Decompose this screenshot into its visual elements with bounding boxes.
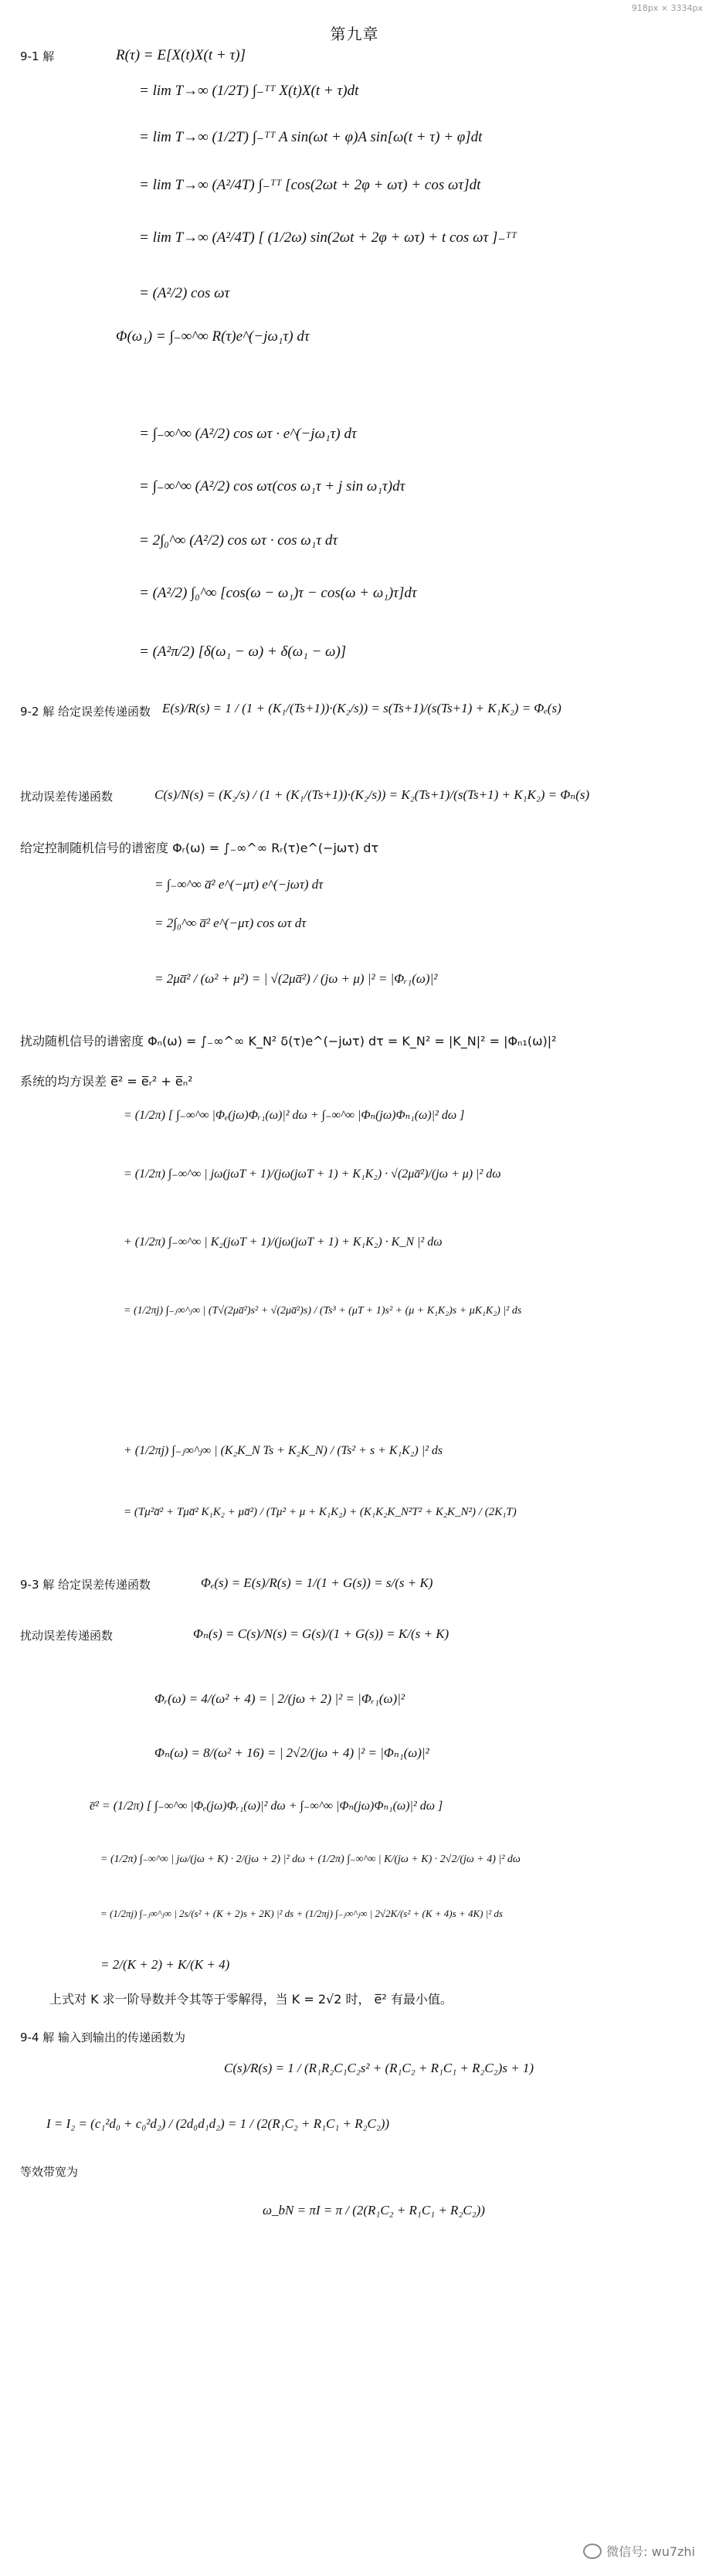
eq-9-4-line-1: I = I₂ = (c₁²d₀ + c₀²d₂) / (2d₀d₁d₂) = 1 / (2(R₁C₂ + R₁C₁ + R₂C₂)) bbox=[46, 2116, 390, 2131]
eq-9-3-line-5: e̅² = (1/2π) [ ∫₋∞^∞ |Φₑ(jω)Φᵣ₁(ω)|² dω + ∫₋∞^∞ |Φₙ(jω)Φₙ₁(ω)|² dω ] bbox=[90, 1799, 443, 1813]
eq-9-2-line-4: = ∫₋∞^∞ a̅² e^(−μτ) e^(−jωτ) dτ bbox=[154, 877, 324, 892]
wechat-watermark bbox=[583, 2542, 695, 2560]
eq-9-2-line-2: C(s)/N(s) = (K₂/s) / (1 + (K₁/(Ts+1))·(K₂/s)) = K₂(Ts+1)/(s(Ts+1) + K₁K₂) = Φₙ(s) bbox=[154, 787, 590, 802]
eq-9-3-line-9-text: 上式对 K 求一阶导数并令其等于零解得，当 K = 2√2 时， e̅² 有最小值。 bbox=[49, 1992, 453, 2007]
eq-9-3-line-0: Φₑ(s) = E(s)/R(s) = 1/(1 + G(s)) = s/(s + K) bbox=[201, 1575, 433, 1590]
eq-9-1-line-3: = lim T→∞ (A²/4T) ∫₋ᵀᵀ [cos(2ωt + 2φ + ωτ) + cos ωτ]dt bbox=[139, 177, 481, 193]
eq-9-2-line-7-text: 扰动随机信号的谱密度 Φₙ(ω) = ∫₋∞^∞ K_N² δ(τ)e^(−jωτ) dτ = K_N² = |K_N|² = |Φₙ₁(ω)|² bbox=[20, 1034, 557, 1048]
eq-9-1-line-9: = 2∫₀^∞ (A²/2) cos ωτ · cos ω₁τ dτ bbox=[139, 532, 338, 549]
section-9-4-label: 9-4 解 输入到输出的传递函数为 bbox=[20, 2031, 186, 2044]
eq-9-4-line-2: 等效带宽为 bbox=[20, 2165, 79, 2179]
eq-9-2-line-8-text: 系统的均方误差 e̅² = e̅ᵣ² + e̅ₙ² bbox=[20, 1074, 193, 1089]
eq-9-3-line-1: 扰动误差传递函数 bbox=[20, 1629, 114, 1643]
eq-9-3-line-6: = (1/2π) ∫₋∞^∞ | jω/(jω + K) · 2/(jω + 2) |² dω + (1/2π) ∫₋∞^∞ | K/(jω + K) · 2√2/(jω + 4) |² dω bbox=[100, 1854, 521, 1865]
eq-9-2-line-10: = (1/2π) ∫₋∞^∞ | jω(jωT + 1)/(jω(jωT + 1) + K₁K₂) · √(2μa̅²)/(jω + μ) |² dω bbox=[124, 1167, 501, 1181]
eq-9-3-line-7: = (1/2πj) ∫₋ⱼ∞^ⱼ∞ | 2s/(s² + (K + 2)s + 2K) |² ds + (1/2πj) ∫₋ⱼ∞^ⱼ∞ | 2√2K/(s² + (K + 4)s + 4K) |² ds bbox=[100, 1908, 503, 1919]
chapter-title: 第九章 bbox=[330, 25, 379, 43]
eq-9-3-line-3: Φᵣ(ω) = 4/(ω² + 4) = | 2/(jω + 2) |² = |Φᵣ₁(ω)|² bbox=[154, 1691, 405, 1706]
eq-9-2-line-11: + (1/2π) ∫₋∞^∞ | K₂(jωT + 1)/(jω(jωT + 1) + K₁K₂) · K_N |² dω bbox=[124, 1235, 443, 1249]
eq-9-2-line-3 bbox=[20, 842, 378, 855]
eq-9-3-line-4: Φₙ(ω) = 8/(ω² + 16) = | 2√2/(jω + 4) |² = |Φₙ₁(ω)|² bbox=[154, 1745, 429, 1760]
watermark-text: 微信号: wu7zhi bbox=[606, 2544, 695, 2559]
eq-9-1-line-2: = lim T→∞ (1/2T) ∫₋ᵀᵀ A sin(ωt + φ)A sin[ω(t + τ) + φ]dt bbox=[139, 129, 483, 145]
eq-9-2-line-8 bbox=[20, 1076, 193, 1089]
eq-9-3-line-9 bbox=[49, 1993, 453, 2007]
eq-9-2-line-13: + (1/2πj) ∫₋ⱼ∞^ⱼ∞ | (K₂K_N Ts + K₂K_N) / (Ts² + s + K₁K₂) |² ds bbox=[124, 1444, 443, 1457]
eq-9-4-line-3: ω_bN = πI = π / (2(R₁C₂ + R₁C₁ + R₂C₂)) bbox=[263, 2203, 485, 2217]
eq-9-1-line-10: = (A²/2) ∫₀^∞ [cos(ω − ω₁)τ − cos(ω + ω₁)τ]dτ bbox=[139, 585, 417, 601]
eq-9-1-line-8: = ∫₋∞^∞ (A²/2) cos ωτ(cos ω₁τ + j sin ω₁τ)dτ bbox=[139, 478, 405, 494]
eq-9-1-line-1: = lim T→∞ (1/2T) ∫₋ᵀᵀ X(t)X(t + τ)dt bbox=[139, 83, 359, 99]
eq-9-2-line-0: E(s)/R(s) = 1 / (1 + (K₁/(Ts+1))·(K₂/s)) = s(Ts+1)/(s(Ts+1) + K₁K₂) = Φₑ(s) bbox=[162, 701, 561, 715]
page-size-label: 918px × 3334px bbox=[631, 3, 703, 13]
eq-9-2-line-3-text: 给定控制随机信号的谱密度 Φᵣ(ω) = ∫₋∞^∞ Rᵣ(τ)e^(−jωτ) dτ bbox=[20, 841, 379, 855]
eq-9-1-line-4: = lim T→∞ (A²/4T) [ (1/2ω) sin(2ωt + 2φ + ωτ) + t cos ωτ ]₋ᵀᵀ bbox=[139, 229, 517, 246]
eq-9-1-line-7: = ∫₋∞^∞ (A²/2) cos ωτ · e^(−jω₁τ) dτ bbox=[139, 426, 357, 442]
eq-9-2-line-12: = (1/2πj) ∫₋ⱼ∞^ⱼ∞ | (T√(2μa̅²)s² + √(2μa̅²)s) / (Ts³ + (μT + 1)s² + (μ + K₁K₂)s + μK₁K₂) |² ds bbox=[124, 1305, 522, 1317]
eq-9-2-line-7 bbox=[20, 1035, 557, 1048]
eq-9-2-line-6: = 2μa̅² / (ω² + μ²) = | √(2μa̅²) / (jω + μ) |² = |Φᵣ₁(ω)|² bbox=[154, 971, 438, 986]
eq-9-3-line-8: = 2/(K + 2) + K/(K + 4) bbox=[100, 1957, 230, 1972]
eq-9-3-line-2: Φₙ(s) = C(s)/N(s) = G(s)/(1 + G(s)) = K/(s + K) bbox=[193, 1626, 449, 1641]
eq-9-1-line-0: R(τ) = E[X(t)X(t + τ)] bbox=[116, 47, 246, 63]
wechat-icon bbox=[583, 2544, 602, 2559]
eq-9-2-line-9: = (1/2π) [ ∫₋∞^∞ |Φₑ(jω)Φᵣ₁(ω)|² dω + ∫₋∞^∞ |Φₙ(jω)Φₙ₁(ω)|² dω ] bbox=[124, 1109, 465, 1122]
eq-9-4-line-0: C(s)/R(s) = 1 / (R₁R₂C₁C₂s² + (R₁C₂ + R₁C₁ + R₂C₂)s + 1) bbox=[224, 2061, 534, 2075]
section-9-1-label: 9-1 解 bbox=[20, 49, 55, 63]
eq-9-1-line-5: = (A²/2) cos ωτ bbox=[139, 285, 230, 301]
eq-9-1-line-11: = (A²π/2) [δ(ω₁ − ω) + δ(ω₁ − ω)] bbox=[139, 644, 347, 660]
section-9-2-label: 9-2 解 给定误差传递函数 bbox=[20, 705, 151, 719]
eq-9-1-line-6: Φ(ω₁) = ∫₋∞^∞ R(τ)e^(−jω₁τ) dτ bbox=[116, 328, 310, 345]
section-9-3-label: 9-3 解 给定误差传递函数 bbox=[20, 1578, 151, 1592]
eq-9-2-line-1: 扰动误差传递函数 bbox=[20, 790, 114, 804]
eq-9-2-line-14: = (Tμ²a̅² + Tμa̅² K₁K₂ + μa̅²) / (Tμ² + μ + K₁K₂) + (K₁K₂K_N²T² + K₂K_N²) / (2K₁T) bbox=[124, 1506, 517, 1518]
eq-9-2-line-5: = 2∫₀^∞ a̅² e^(−μτ) cos ωτ dτ bbox=[154, 916, 307, 930]
